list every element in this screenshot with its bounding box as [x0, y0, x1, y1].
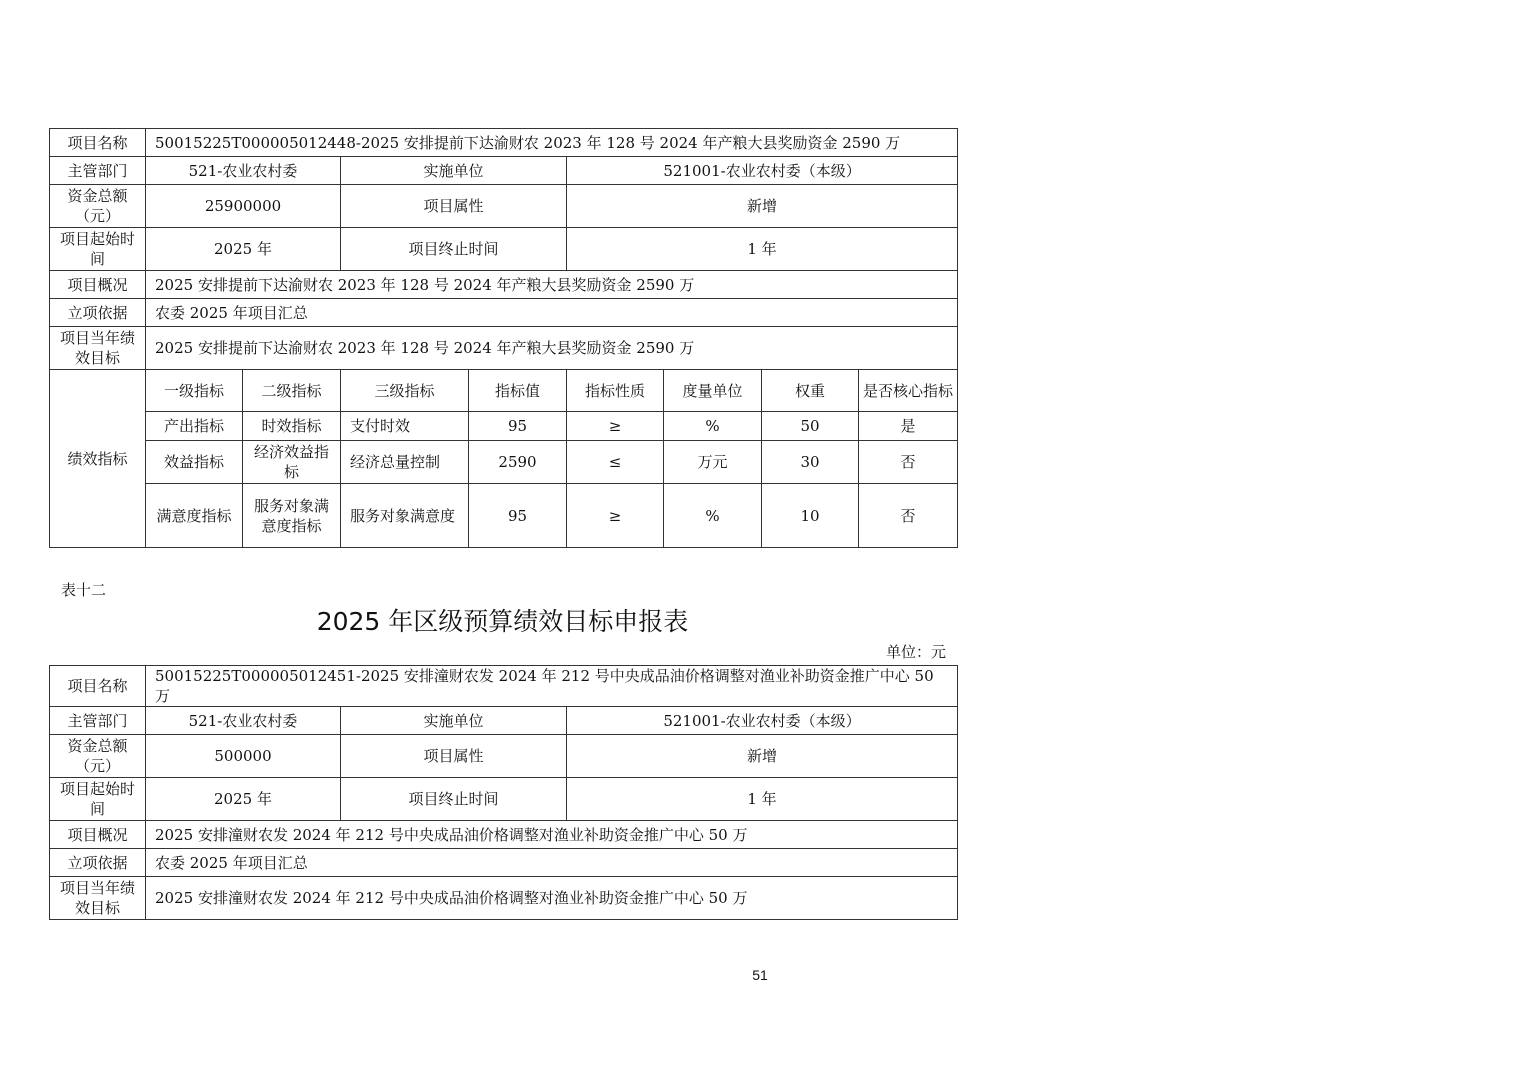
perf-cell: 经济效益指标 [243, 441, 341, 484]
label-impl-unit: 实施单位 [341, 707, 567, 735]
value-project-attr: 新增 [567, 735, 958, 778]
perf-header: 指标值 [469, 370, 567, 412]
value-dept: 521-农业农村委 [146, 707, 341, 735]
label-dept: 主管部门 [50, 157, 146, 185]
perf-cell: 是 [859, 412, 958, 441]
perf-cell: 满意度指标 [146, 484, 243, 548]
value-impl-unit: 521001-农业农村委（本级） [567, 157, 958, 185]
perf-cell: ≤ [567, 441, 664, 484]
overview-row [50, 821, 958, 849]
perf-cell: 95 [469, 484, 567, 548]
label-perf-indicators: 绩效指标 [50, 370, 146, 548]
perf-cell: % [664, 412, 762, 441]
performance-table-2 [49, 665, 958, 920]
value-overview: 2025 安排潼财农发 2024 年 212 号中央成品油价格调整对渔业补助资金推广中心 50 万 [146, 821, 958, 849]
value-project-name: 50015225T000005012451-2025 安排潼财农发 2024 年 212 号中央成品油价格调整对渔业补助资金推广中心 50 万 [146, 666, 958, 707]
value-total-funds: 25900000 [146, 185, 341, 228]
page-title: 2025 年区级预算绩效目标申报表 [316, 607, 689, 636]
label-start-time: 项目起始时间 [50, 228, 146, 271]
perf-cell: 50 [762, 412, 859, 441]
table-caption: 表十二 [61, 581, 107, 599]
value-start-time: 2025 年 [146, 778, 341, 821]
perf-cell: 95 [469, 412, 567, 441]
label-end-time: 项目终止时间 [341, 228, 567, 271]
project-name-row [50, 129, 958, 157]
value-end-time: 1 年 [567, 778, 958, 821]
department-row [50, 157, 958, 185]
goal-row [50, 877, 958, 920]
perf-cell: 服务对象满意度 [341, 484, 469, 548]
overview-row [50, 271, 958, 299]
unit-label: 单位：元 [885, 643, 946, 661]
value-goal: 2025 安排提前下达渝财农 2023 年 128 号 2024 年产粮大县奖励资金 2590 万 [146, 327, 958, 370]
perf-cell: 效益指标 [146, 441, 243, 484]
perf-cell: 否 [859, 484, 958, 548]
project-name-row [50, 666, 958, 707]
department-row [50, 707, 958, 735]
perf-cell: 10 [762, 484, 859, 548]
perf-cell: 支付时效 [341, 412, 469, 441]
value-start-time: 2025 年 [146, 228, 341, 271]
perf-cell: 经济总量控制 [341, 441, 469, 484]
label-total-funds: 资金总额（元） [50, 185, 146, 228]
label-project-attr: 项目属性 [341, 185, 567, 228]
perf-header: 权重 [762, 370, 859, 412]
label-basis: 立项依据 [50, 849, 146, 877]
perf-header: 指标性质 [567, 370, 664, 412]
perf-header-row [50, 370, 958, 412]
label-overview: 项目概况 [50, 271, 146, 299]
label-impl-unit: 实施单位 [341, 157, 567, 185]
funds-row [50, 735, 958, 778]
value-total-funds: 500000 [146, 735, 341, 778]
value-basis: 农委 2025 年项目汇总 [146, 299, 958, 327]
perf-row [50, 484, 958, 548]
label-goal: 项目当年绩效目标 [50, 877, 146, 920]
funds-row [50, 185, 958, 228]
value-end-time: 1 年 [567, 228, 958, 271]
label-project-attr: 项目属性 [341, 735, 567, 778]
label-project-name: 项目名称 [50, 129, 146, 157]
perf-row [50, 412, 958, 441]
perf-header: 是否核心指标 [859, 370, 958, 412]
basis-row [50, 849, 958, 877]
goal-row [50, 327, 958, 370]
perf-cell: 30 [762, 441, 859, 484]
value-overview: 2025 安排提前下达渝财农 2023 年 128 号 2024 年产粮大县奖励资金 2590 万 [146, 271, 958, 299]
label-goal: 项目当年绩效目标 [50, 327, 146, 370]
perf-cell: ≥ [567, 484, 664, 548]
perf-cell: ≥ [567, 412, 664, 441]
perf-cell: 2590 [469, 441, 567, 484]
perf-cell: 万元 [664, 441, 762, 484]
performance-table-1 [49, 128, 958, 548]
label-basis: 立项依据 [50, 299, 146, 327]
value-dept: 521-农业农村委 [146, 157, 341, 185]
label-total-funds: 资金总额（元） [50, 735, 146, 778]
label-start-time: 项目起始时间 [50, 778, 146, 821]
value-impl-unit: 521001-农业农村委（本级） [567, 707, 958, 735]
label-end-time: 项目终止时间 [341, 778, 567, 821]
value-goal: 2025 安排潼财农发 2024 年 212 号中央成品油价格调整对渔业补助资金推广中心 50 万 [146, 877, 958, 920]
label-dept: 主管部门 [50, 707, 146, 735]
label-project-name: 项目名称 [50, 666, 146, 707]
perf-header: 二级指标 [243, 370, 341, 412]
perf-cell: 服务对象满意度指标 [243, 484, 341, 548]
basis-row [50, 299, 958, 327]
page-number: 51 [752, 967, 768, 983]
perf-cell: 否 [859, 441, 958, 484]
perf-cell: 时效指标 [243, 412, 341, 441]
time-row [50, 778, 958, 821]
perf-header: 度量单位 [664, 370, 762, 412]
perf-cell: 产出指标 [146, 412, 243, 441]
time-row [50, 228, 958, 271]
perf-row [50, 441, 958, 484]
perf-header: 三级指标 [341, 370, 469, 412]
value-project-name: 50015225T000005012448-2025 安排提前下达渝财农 2023 年 128 号 2024 年产粮大县奖励资金 2590 万 [146, 129, 958, 157]
perf-header: 一级指标 [146, 370, 243, 412]
value-project-attr: 新增 [567, 185, 958, 228]
perf-cell: % [664, 484, 762, 548]
label-overview: 项目概况 [50, 821, 146, 849]
value-basis: 农委 2025 年项目汇总 [146, 849, 958, 877]
